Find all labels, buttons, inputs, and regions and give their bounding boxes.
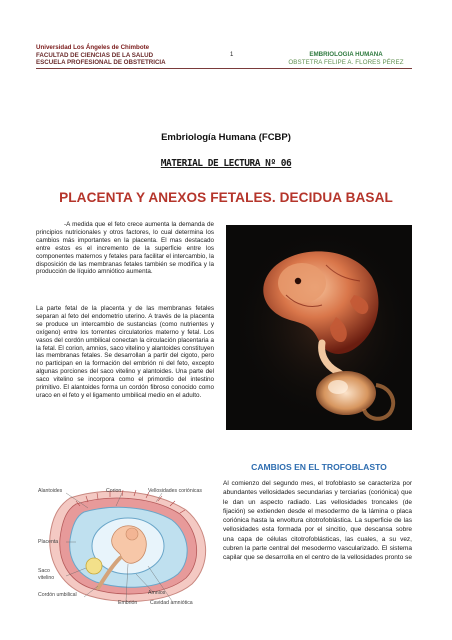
placenta-diagram [36, 480, 214, 610]
paragraph-intro: -A medida que el feto crece aumenta la demanda de principios nutricionales y otros factores, lo cual determina los cambios más importantes en la placenta. El mas destacado entre estos es el incremento de la superficie entre los componentes maternos y fetales para facilitar el intercambio, la disposición de las membranas fetales también se modifica y la producción de líquido amniótico aumenta. [36, 221, 214, 276]
faculty-name: FACULTAD DE CIENCIAS DE LA SALUD [36, 51, 154, 59]
course-name: EMBRIOLOGIA HUMANA [309, 51, 383, 58]
school-name: ESCUELA PROFESIONAL DE OBSTETRICIA [36, 59, 166, 67]
embryo-photo [226, 225, 412, 430]
label-alantoides: Alantoides [38, 488, 63, 494]
header-institution [36, 44, 166, 67]
label-placenta: Placenta [38, 539, 59, 545]
label-vitelino: vitelino [38, 575, 55, 581]
label-vellosidades: Vellosidades coriónicas [148, 488, 202, 494]
header-course [280, 51, 412, 66]
label-cavidad: Cavidad amniótica [150, 600, 193, 606]
page-number: 1 [230, 52, 234, 58]
subject-heading: Embriología Humana (FCBP) [161, 132, 291, 143]
embryo-photo-illustration [226, 225, 412, 430]
material-label-text: MATERIAL DE LECTURA Nº 06 [160, 158, 292, 169]
placenta-diagram-drawing [36, 480, 214, 610]
material-label [0, 158, 452, 169]
author-name: OBSTETRA FELIPE A. FLORES PÉREZ [288, 58, 404, 66]
paragraph-fetal-membranes: La parte fetal de la placenta y de las membranas fetales separan al feto del endometrio uterino. A través de la placenta se produce un intercambio de sustancias (como nutrientes y oxígeno) entre los torrentes circulatorios materno y fetal. Los vasos del cordón umbilical conectan la circulación placentaria a la fetal. El corion, amnios, saco vitelino y alantoides constituyen las membranas fetales. Se desarrollan a partir del cigoto, pero no participan en la formación del embrión ni del feto, excepto algunas porciones del saco vitelino y alantoides. Una parte del saco vitelino se incorpora como el primordio del intestino primitivo. El alantoides forma un cordón fibroso conocido como uraco en el feto y el ligamento umbilical medio en el adulto. [36, 305, 214, 399]
document-title: PLACENTA Y ANEXOS FETALES. DECIDUA BASAL [59, 190, 393, 205]
label-cordon: Cordón umbilical [38, 592, 77, 598]
label-corion: Corion [106, 488, 122, 494]
section-heading-trofoblasto: CAMBIOS EN EL TROFOBLASTO [251, 462, 387, 472]
label-embrion: Embrión [118, 600, 138, 606]
header-divider [36, 68, 412, 69]
university-name: Universidad Los Ángeles de Chimbote [36, 44, 150, 51]
label-amnios: Amnios [148, 590, 166, 596]
paragraph-trofoblasto: Al comienzo del segundo mes, el trofoblasto se caracteriza por abundantes vellosidades secundarias y terciarias (coriónica) que le dan un aspecto radiado. Las vellosidades troncales (de fijación) se extienden desde el mesodermo de la lámina o placa coriónica hasta la envoltura citotrofoblástica. La superficie de las vellosidades esta formada por el sincitio, que descansa sobre una capa de células citotrofoblásticas, las cuales, a su vez, cubren la parte central del mesodermo vascularizado. El sistema capilar que se desarrolla en el centro de la vellosidades pronto se [223, 480, 412, 562]
label-saco: Saco [38, 568, 50, 574]
